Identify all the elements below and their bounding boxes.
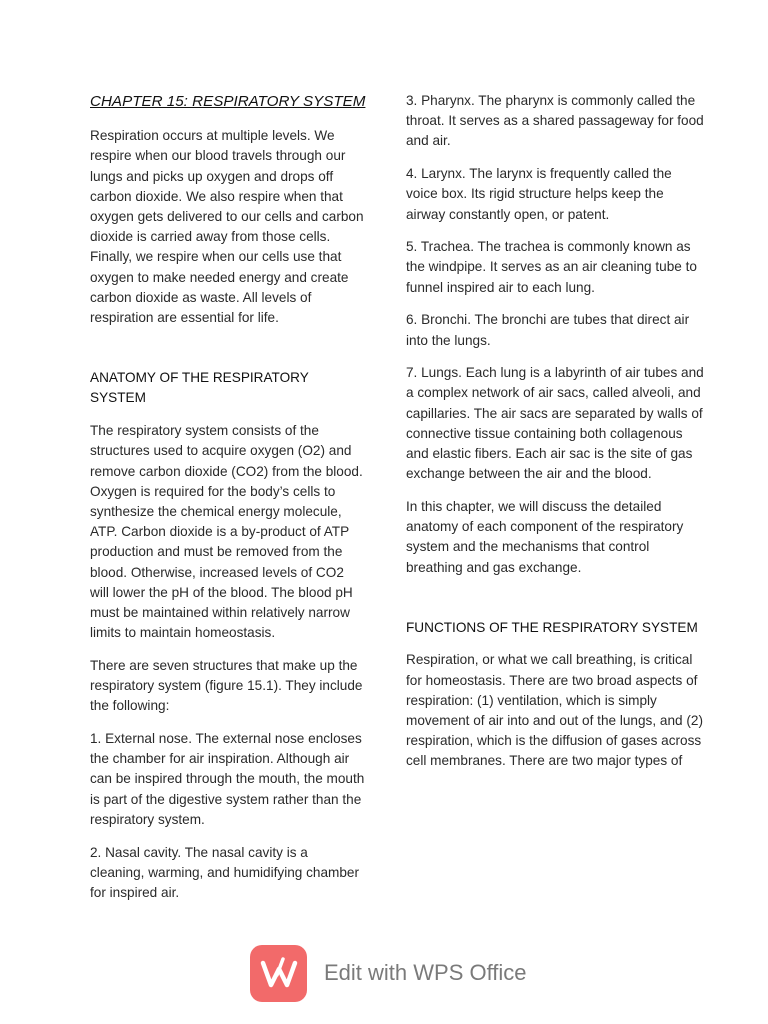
list-item: 2. Nasal cavity. The nasal cavity is a cleaning, warming, and humidifying chamber for inspired air.: [90, 844, 359, 900]
chapter-note-paragraph: In this chapter, we will discuss the detailed anatomy of each component of the respiratory system and the mechanisms that control breathing and gas exchange.: [406, 498, 684, 575]
functions-paragraph: Respiration, or what we call breathing, is critical for homeostasis. There are two broad aspects of respiration: (1) ventilation, which is simply movement of air into and out of the lungs, and (2) respiration, which is the diffusion of gases across cell membranes. There are two major types of: [406, 652, 703, 769]
right-column: [406, 91, 704, 784]
list-item: 1. External nose. The external nose encloses the chamber for air inspiration. Although air can be inspired through the mouth, the mouth is part of the digestive system rather than the respiratory system.: [90, 730, 365, 827]
wps-logo-icon: [250, 945, 307, 1002]
list-item: 3. Pharynx. The pharynx is commonly called the throat. It serves as a shared passageway for food and air.: [406, 93, 704, 149]
anatomy-paragraph-2: There are seven structures that make up the respiratory system (figure 15.1). They include the following:: [90, 657, 363, 714]
wps-edit-banner[interactable]: [250, 943, 527, 1003]
anatomy-paragraph-1: The respiratory system consists of the structures used to acquire oxygen (O2) and remove carbon dioxide (CO2) from the blood. Oxygen is required for the body’s cells to synthesize the chemical energy molecule, ATP. Carbon dioxide is a by-product of ATP production and must be removed from the blood. Otherwise, increased levels of CO2 will lower the pH of the blood. The blood pH must be maintained within relatively narrow limits to maintain homeostasis.: [90, 423, 363, 641]
left-column: [90, 90, 366, 916]
list-item: 4. Larynx. The larynx is frequently called the voice box. Its rigid structure helps keep the airway constantly open, or patent.: [406, 166, 672, 222]
anatomy-heading: ANATOMY OF THE RESPIRATORY SYSTEM: [90, 370, 309, 406]
wps-edit-text: Edit with WPS Office: [324, 960, 527, 985]
list-item: 5. Trachea. The trachea is commonly known as the windpipe. It serves as an air cleaning tube to funnel inspired air to each lung.: [406, 239, 697, 295]
list-item: 7. Lungs. Each lung is a labyrinth of air tubes and a complex network of air sacs, called alveoli, and capillaries. The air sacs are separated by walls of connective tissue containing both collagenous and elastic fibers. Each air sac is the site of gas exchange between the air and the blood.: [406, 365, 704, 482]
chapter-title: CHAPTER 15: RESPIRATORY SYSTEM: [90, 93, 366, 110]
list-item: 6. Bronchi. The bronchi are tubes that direct air into the lungs.: [406, 312, 690, 348]
functions-heading: FUNCTIONS OF THE RESPIRATORY SYSTEM: [406, 619, 698, 635]
intro-paragraph: Respiration occurs at multiple levels. We respire when our blood travels through our lungs and picks up oxygen and drops off carbon dioxide. We also respire when that oxygen gets delivered to our cells and carbon dioxide is carried away from those cells. Finally, we respire when our cells use that oxygen to make needed energy and create carbon dioxide as waste. All levels of respiration are essential for life.: [90, 128, 364, 326]
